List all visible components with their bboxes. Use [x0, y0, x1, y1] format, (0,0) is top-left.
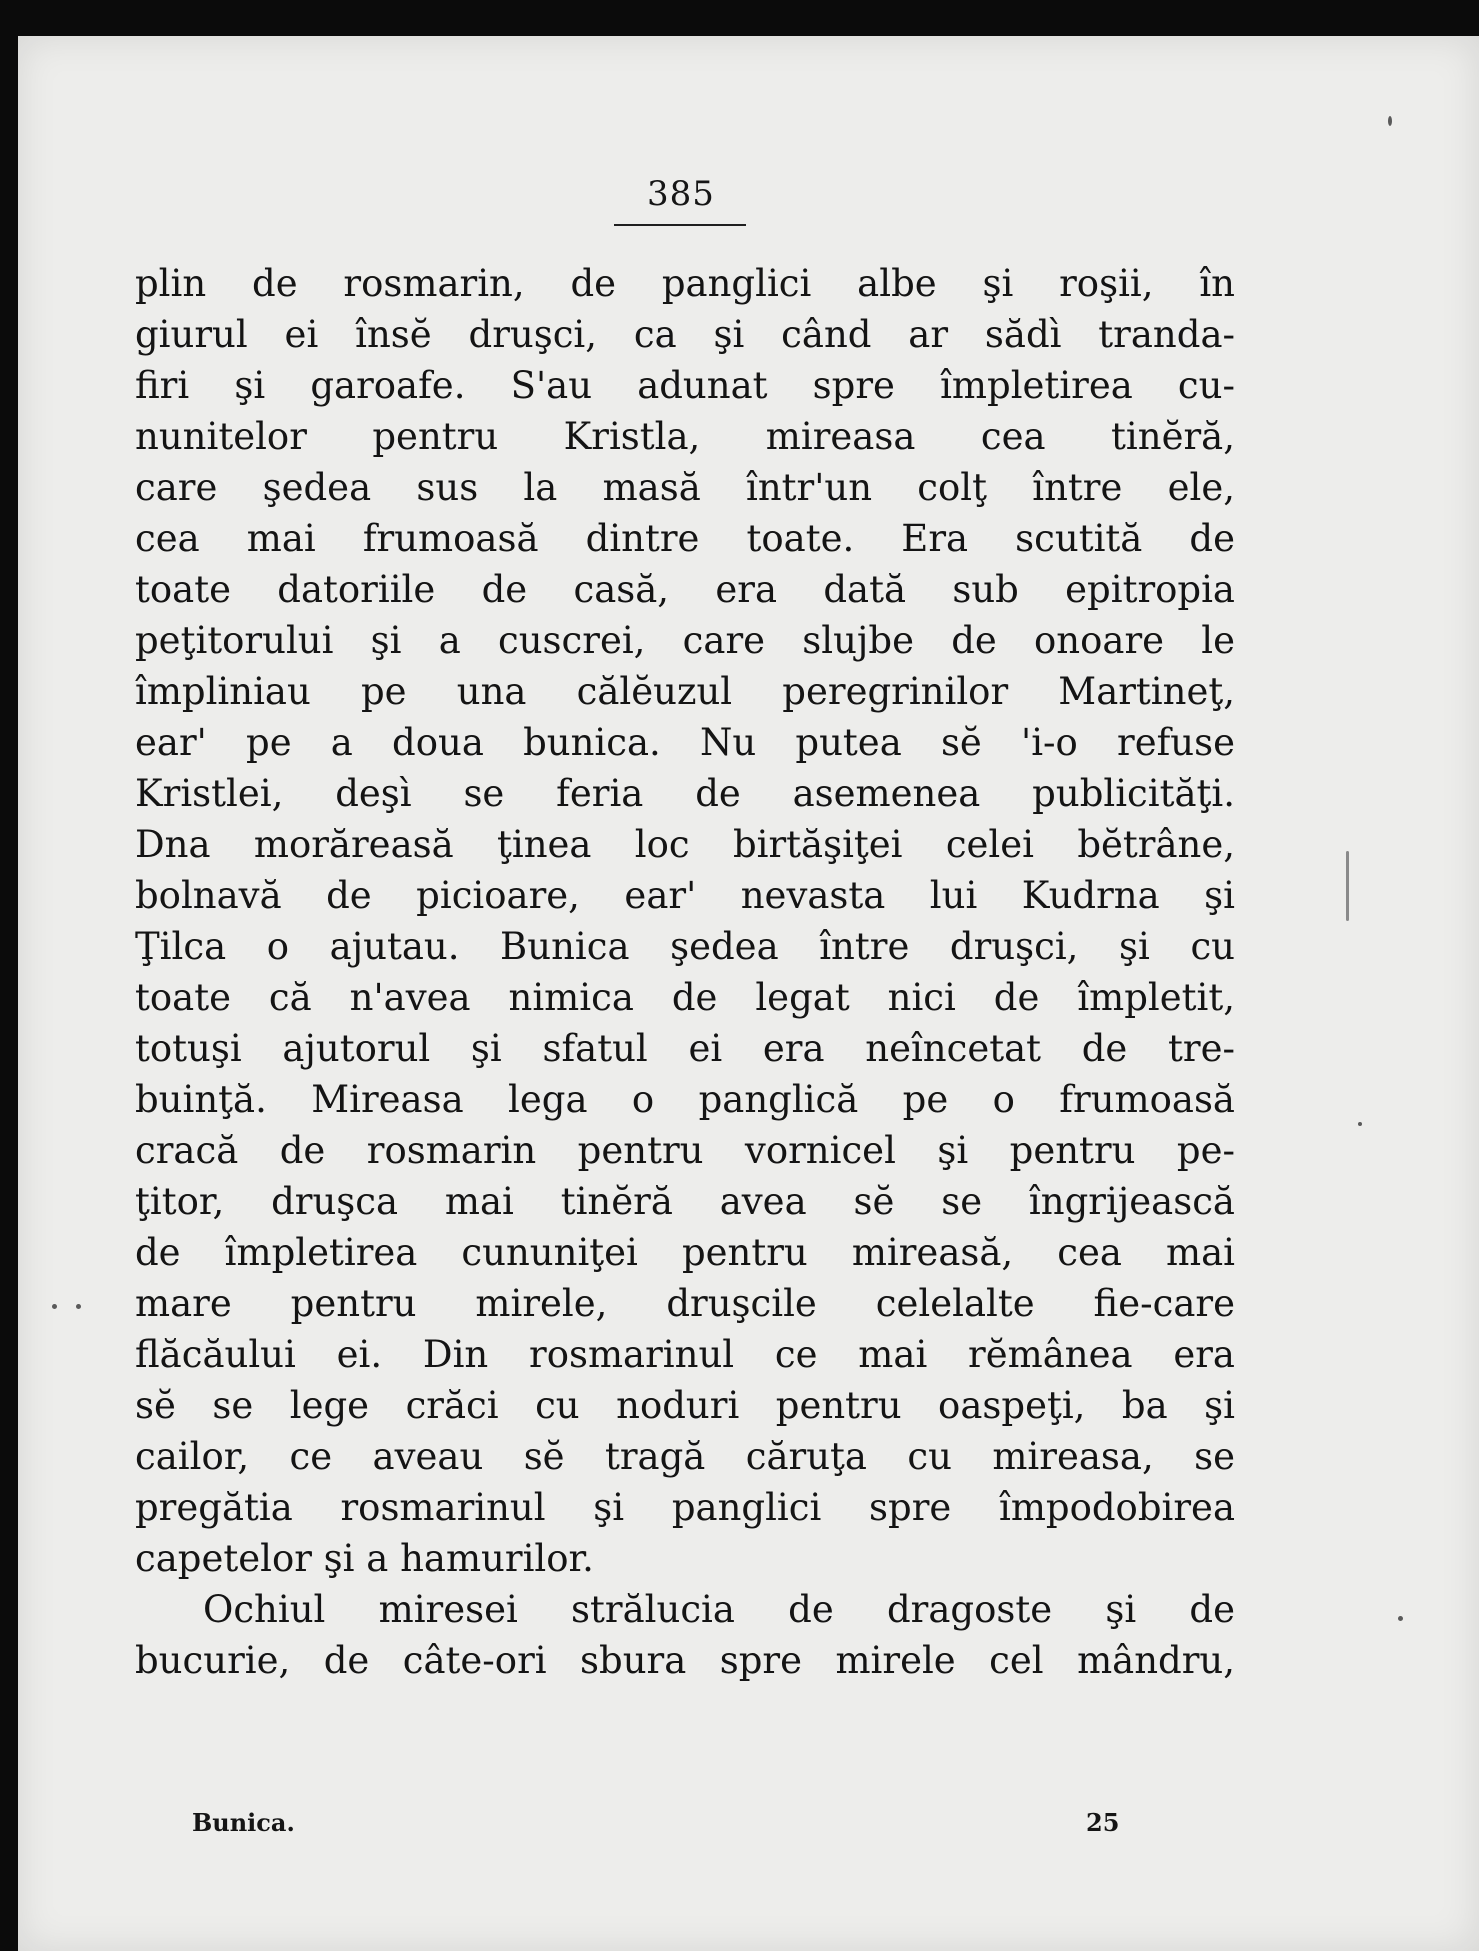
scan-speck — [76, 1304, 81, 1309]
text-line: de împletirea cununiţei pentru mireasă, cea mai — [135, 1231, 1235, 1274]
scan-speck — [1346, 851, 1349, 921]
book-page — [18, 36, 1479, 1951]
scan-speck — [52, 1304, 57, 1309]
text-line: giurul ei însĕ druşci, ca şi când ar sădì tranda- — [135, 313, 1235, 356]
text-line: ţitor, druşca mai tinĕră avea sĕ se îngrijească — [135, 1180, 1235, 1223]
text-line: pregătia rosmarinul şi panglici spre împodobirea — [135, 1486, 1235, 1529]
text-line: cracă de rosmarin pentru vornicel şi pentru pe- — [135, 1129, 1235, 1172]
scan-border — [0, 36, 18, 1951]
text-line: împliniau pe una călĕuzul peregrinilor Martineţ, — [135, 670, 1235, 713]
text-line: firi şi garoafe. S'au adunat spre împletirea cu- — [135, 364, 1235, 407]
text-line: cailor, ce aveau sĕ tragă căruţa cu mireasa, se — [135, 1435, 1235, 1478]
text-line: cea mai frumoasă dintre toate. Era scutită de — [135, 517, 1235, 560]
text-line: Kristlei, deşì se feria de asemenea publicităţi. — [135, 772, 1235, 815]
text-line: sĕ se lege crăci cu noduri pentru oaspeţi, ba şi — [135, 1384, 1235, 1427]
scan-speck — [1398, 1616, 1403, 1621]
body-text — [135, 258, 1235, 1686]
text-line: bolnavă de picioare, ear' nevasta lui Kudrna şi — [135, 874, 1235, 917]
footer-signature-number: 25 — [1086, 1808, 1120, 1837]
text-line: bucurie, de câte-ori sbura spre mirele cel mândru, — [135, 1639, 1235, 1682]
text-line: nunitelor pentru Kristla, mireasa cea tinĕră, — [135, 415, 1235, 458]
text-line: flăcăului ei. Din rosmarinul ce mai rĕmânea era — [135, 1333, 1235, 1376]
text-line: peţitorului şi a cuscrei, care slujbe de onoare le — [135, 619, 1235, 662]
footer-signature-title: Bunica. — [192, 1808, 295, 1837]
scan-speck — [1388, 116, 1392, 126]
text-line: plin de rosmarin, de panglici albe şi roşii, în — [135, 262, 1235, 305]
page-number: 385 — [647, 174, 715, 214]
text-line: Dna morăreasă ţinea loc birtăşiţei celei bĕtrâne, — [135, 823, 1235, 866]
text-line: mare pentru mirele, druşcile celelalte fie-care — [135, 1282, 1235, 1325]
text-line: care şedea sus la masă într'un colţ între ele, — [135, 466, 1235, 509]
scan-speck — [1358, 1122, 1362, 1126]
text-line: toate datoriile de casă, era dată sub epitropia — [135, 568, 1235, 611]
text-line: Ţilca o ajutau. Bunica şedea între druşci, şi cu — [135, 925, 1235, 968]
header-rule — [614, 224, 746, 226]
text-line: Ochiul miresei strălucia de dragoste şi de — [203, 1588, 1235, 1631]
text-line: toate că n'avea nimica de legat nici de împletit, — [135, 976, 1235, 1019]
text-line: buinţă. Mireasa lega o panglică pe o frumoasă — [135, 1078, 1235, 1121]
text-line: totuşi ajutorul şi sfatul ei era neîncetat de tre- — [135, 1027, 1235, 1070]
text-line: ear' pe a doua bunica. Nu putea sĕ 'i-o refuse — [135, 721, 1235, 764]
text-line: capetelor şi a hamurilor. — [135, 1537, 594, 1580]
